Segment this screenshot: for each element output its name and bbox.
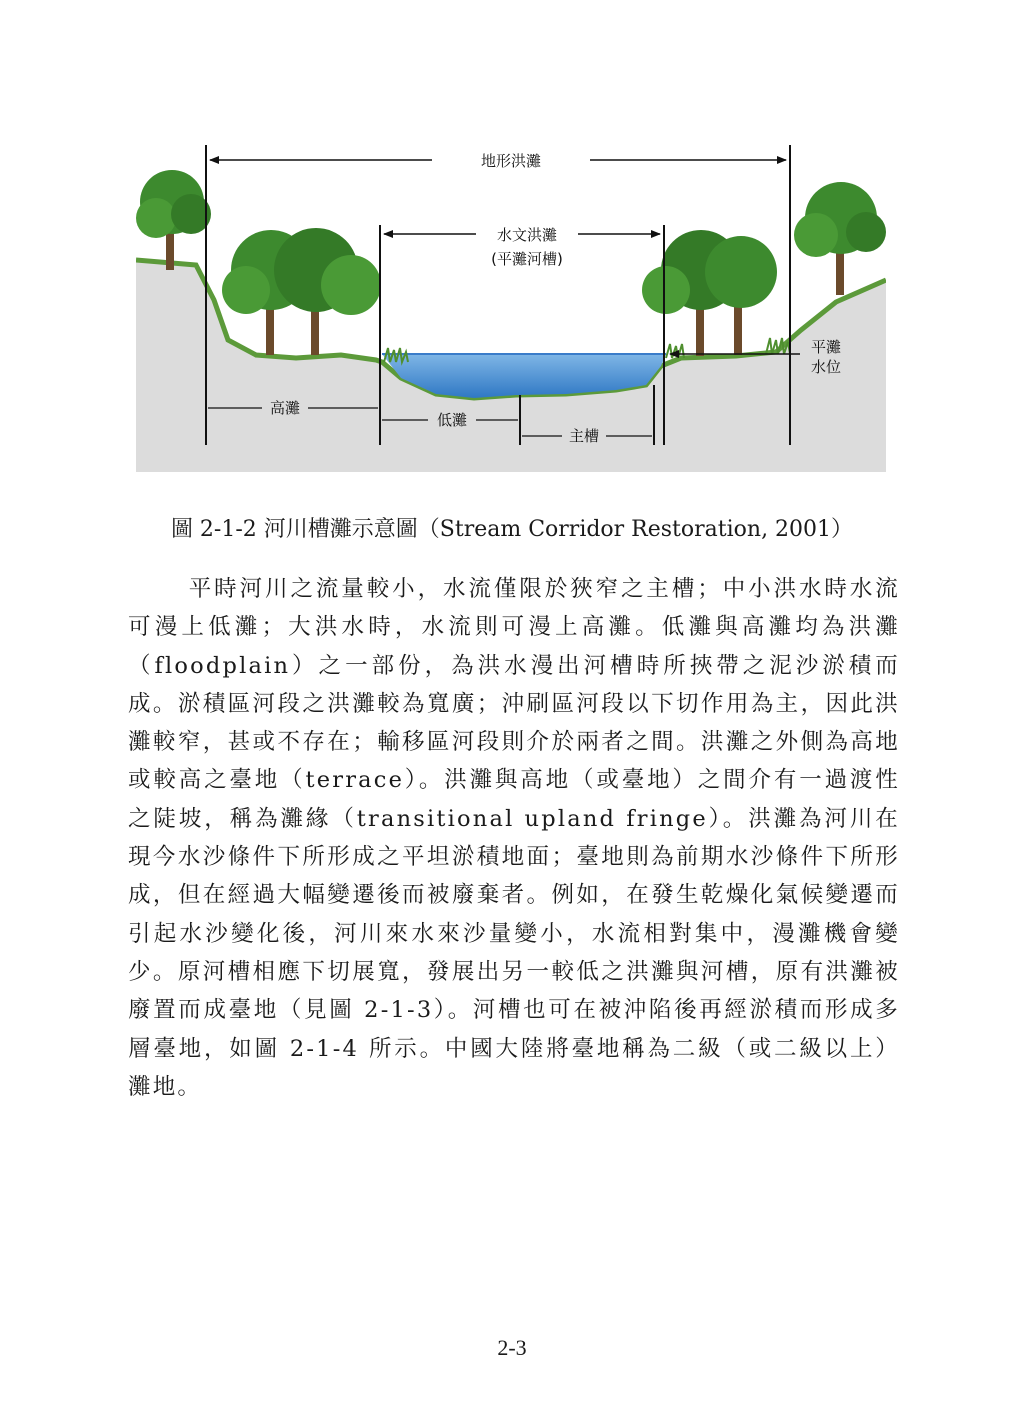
cross-section-diagram bbox=[136, 140, 886, 472]
label-topographic-floodplain: 地形洪灘 bbox=[480, 152, 542, 170]
label-main-channel: 主槽 bbox=[568, 427, 600, 445]
body-paragraph-text: 平時河川之流量較小，水流僅限於狹窄之主槽；中小洪水時水流可漫上低灘；大洪水時，水流則可漫上高灘。低灘與高灘均為洪灘（floodplain）之一部份，為洪水漫出河槽時所挾帶之泥沙淤積而成。淤積區河段之洪灘較為寬廣；沖刷區河段以下切作用為主，因此洪灘較窄，甚或不存在；輸移區河段則介於兩者之間。洪灘之外側為高地或較高之臺地（terrace）。洪灘與高地（或臺地）之間介有一過渡性之陡坡，稱為灘緣（transitional upland fringe）。洪灘為河川在現今水沙條件下所形成之平坦淤積地面；臺地則為前期水沙條件下所形成，但在經過大幅變遷後而被廢棄者。例如，在發生乾燥化氣候變遷而引起水沙變化後，河川來水來沙量變小，水流相對集中，漫灘機會變少。原河槽相應下切展寬，發展出另一較低之洪灘與河槽，原有洪灘被廢置而成臺地（見圖 2-1-3）。河槽也可在被沖陷後再經淤積而形成多層臺地，如圖 2-1-4 所示。中國大陸將臺地稱為二級（或二級以上）灘地。 bbox=[128, 576, 900, 1100]
figure-caption: 圖 2-1-2 河川槽灘示意圖（Stream Corridor Restoration, 2001） bbox=[170, 517, 854, 542]
label-low-floodplain: 低灘 bbox=[436, 411, 468, 429]
stream-corridor-figure bbox=[136, 140, 886, 472]
label-hydrologic-floodplain: 水文洪灘 bbox=[496, 226, 558, 244]
label-high-floodplain: 高灘 bbox=[269, 399, 301, 417]
body-paragraph-container bbox=[128, 570, 900, 1106]
label-bankfull-stage-line1: 平灘 bbox=[810, 338, 842, 356]
label-bankfull-stage-line2: 水位 bbox=[810, 358, 842, 376]
body-paragraph bbox=[128, 570, 900, 1106]
page-number: 2-3 bbox=[497, 1335, 527, 1360]
label-bankfull-channel: (平灘河槽) bbox=[491, 250, 563, 268]
